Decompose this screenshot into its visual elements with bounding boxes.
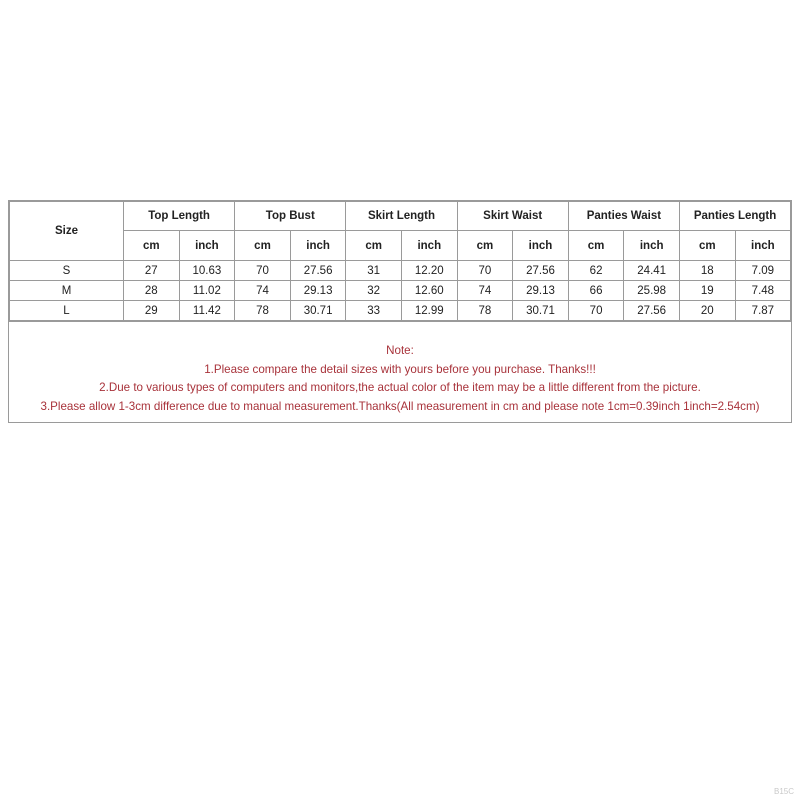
measurement-cell: 30.71 [290,301,346,321]
header-skirt-length: Skirt Length [346,202,457,231]
size-cell: S [10,261,124,281]
unit-header-cm: cm [568,231,624,261]
header-top-length: Top Length [124,202,235,231]
table-row [10,261,791,281]
measurement-cell: 29 [124,301,180,321]
table-row [10,281,791,301]
measurement-cell: 78 [235,301,291,321]
measurement-cell: 28 [124,281,180,301]
header-skirt-waist: Skirt Waist [457,202,568,231]
measurement-cell: 19 [679,281,735,301]
unit-header-inch: inch [735,231,791,261]
unit-header-row [10,231,791,261]
size-cell: M [10,281,124,301]
measurement-cell: 33 [346,301,402,321]
measurement-cell: 18 [679,261,735,281]
group-header-row [10,202,791,231]
size-cell: L [10,301,124,321]
unit-header-cm: cm [235,231,291,261]
measurement-cell: 27.56 [624,301,680,321]
measurement-cell: 74 [457,281,513,301]
measurement-cell: 62 [568,261,624,281]
unit-header-cm: cm [124,231,180,261]
note-title: Note: [386,344,414,357]
measurement-cell: 7.48 [735,281,791,301]
measurement-cell: 66 [568,281,624,301]
unit-header-inch: inch [290,231,346,261]
header-panties-waist: Panties Waist [568,202,679,231]
table-row [10,301,791,321]
watermark-text: B15C [773,787,794,796]
measurement-cell: 74 [235,281,291,301]
unit-header-cm: cm [346,231,402,261]
header-top-bust: Top Bust [235,202,346,231]
measurement-cell: 11.02 [179,281,235,301]
measurement-cell: 11.42 [179,301,235,321]
size-chart [8,200,792,423]
measurement-cell: 29.13 [290,281,346,301]
measurement-cell: 24.41 [624,261,680,281]
note-line-1: 1.Please compare the detail sizes with yours before you purchase. Thanks!!! [204,362,596,376]
measurement-cell: 12.60 [401,281,457,301]
table-body [10,261,791,321]
unit-header-inch: inch [513,231,569,261]
measurement-cell: 25.98 [624,281,680,301]
measurement-cell: 10.63 [179,261,235,281]
measurement-cell: 31 [346,261,402,281]
size-column-header: Size [10,202,124,261]
size-table [9,201,791,321]
unit-header-cm: cm [679,231,735,261]
measurement-cell: 12.20 [401,261,457,281]
unit-header-cm: cm [457,231,513,261]
measurement-cell: 27.56 [513,261,569,281]
measurement-cell: 20 [679,301,735,321]
measurement-cell: 12.99 [401,301,457,321]
measurement-cell: 70 [235,261,291,281]
measurement-cell: 7.87 [735,301,791,321]
unit-header-inch: inch [624,231,680,261]
unit-header-inch: inch [401,231,457,261]
measurement-cell: 32 [346,281,402,301]
measurement-cell: 78 [457,301,513,321]
measurement-cell: 30.71 [513,301,569,321]
note-line-2: 2.Due to various types of computers and monitors,the actual color of the item may be a little different from the picture. [99,381,701,394]
measurement-cell: 7.09 [735,261,791,281]
notes-section [9,321,791,422]
measurement-cell: 70 [568,301,624,321]
note-line-3: 3.Please allow 1-3cm difference due to manual measurement.Thanks(All measurement in cm and please note 1cm=0.39inch 1inch=2.54cm) [40,399,760,413]
measurement-cell: 70 [457,261,513,281]
measurement-cell: 29.13 [513,281,569,301]
measurement-cell: 27 [124,261,180,281]
header-panties-length: Panties Length [679,202,790,231]
unit-header-inch: inch [179,231,235,261]
measurement-cell: 27.56 [290,261,346,281]
